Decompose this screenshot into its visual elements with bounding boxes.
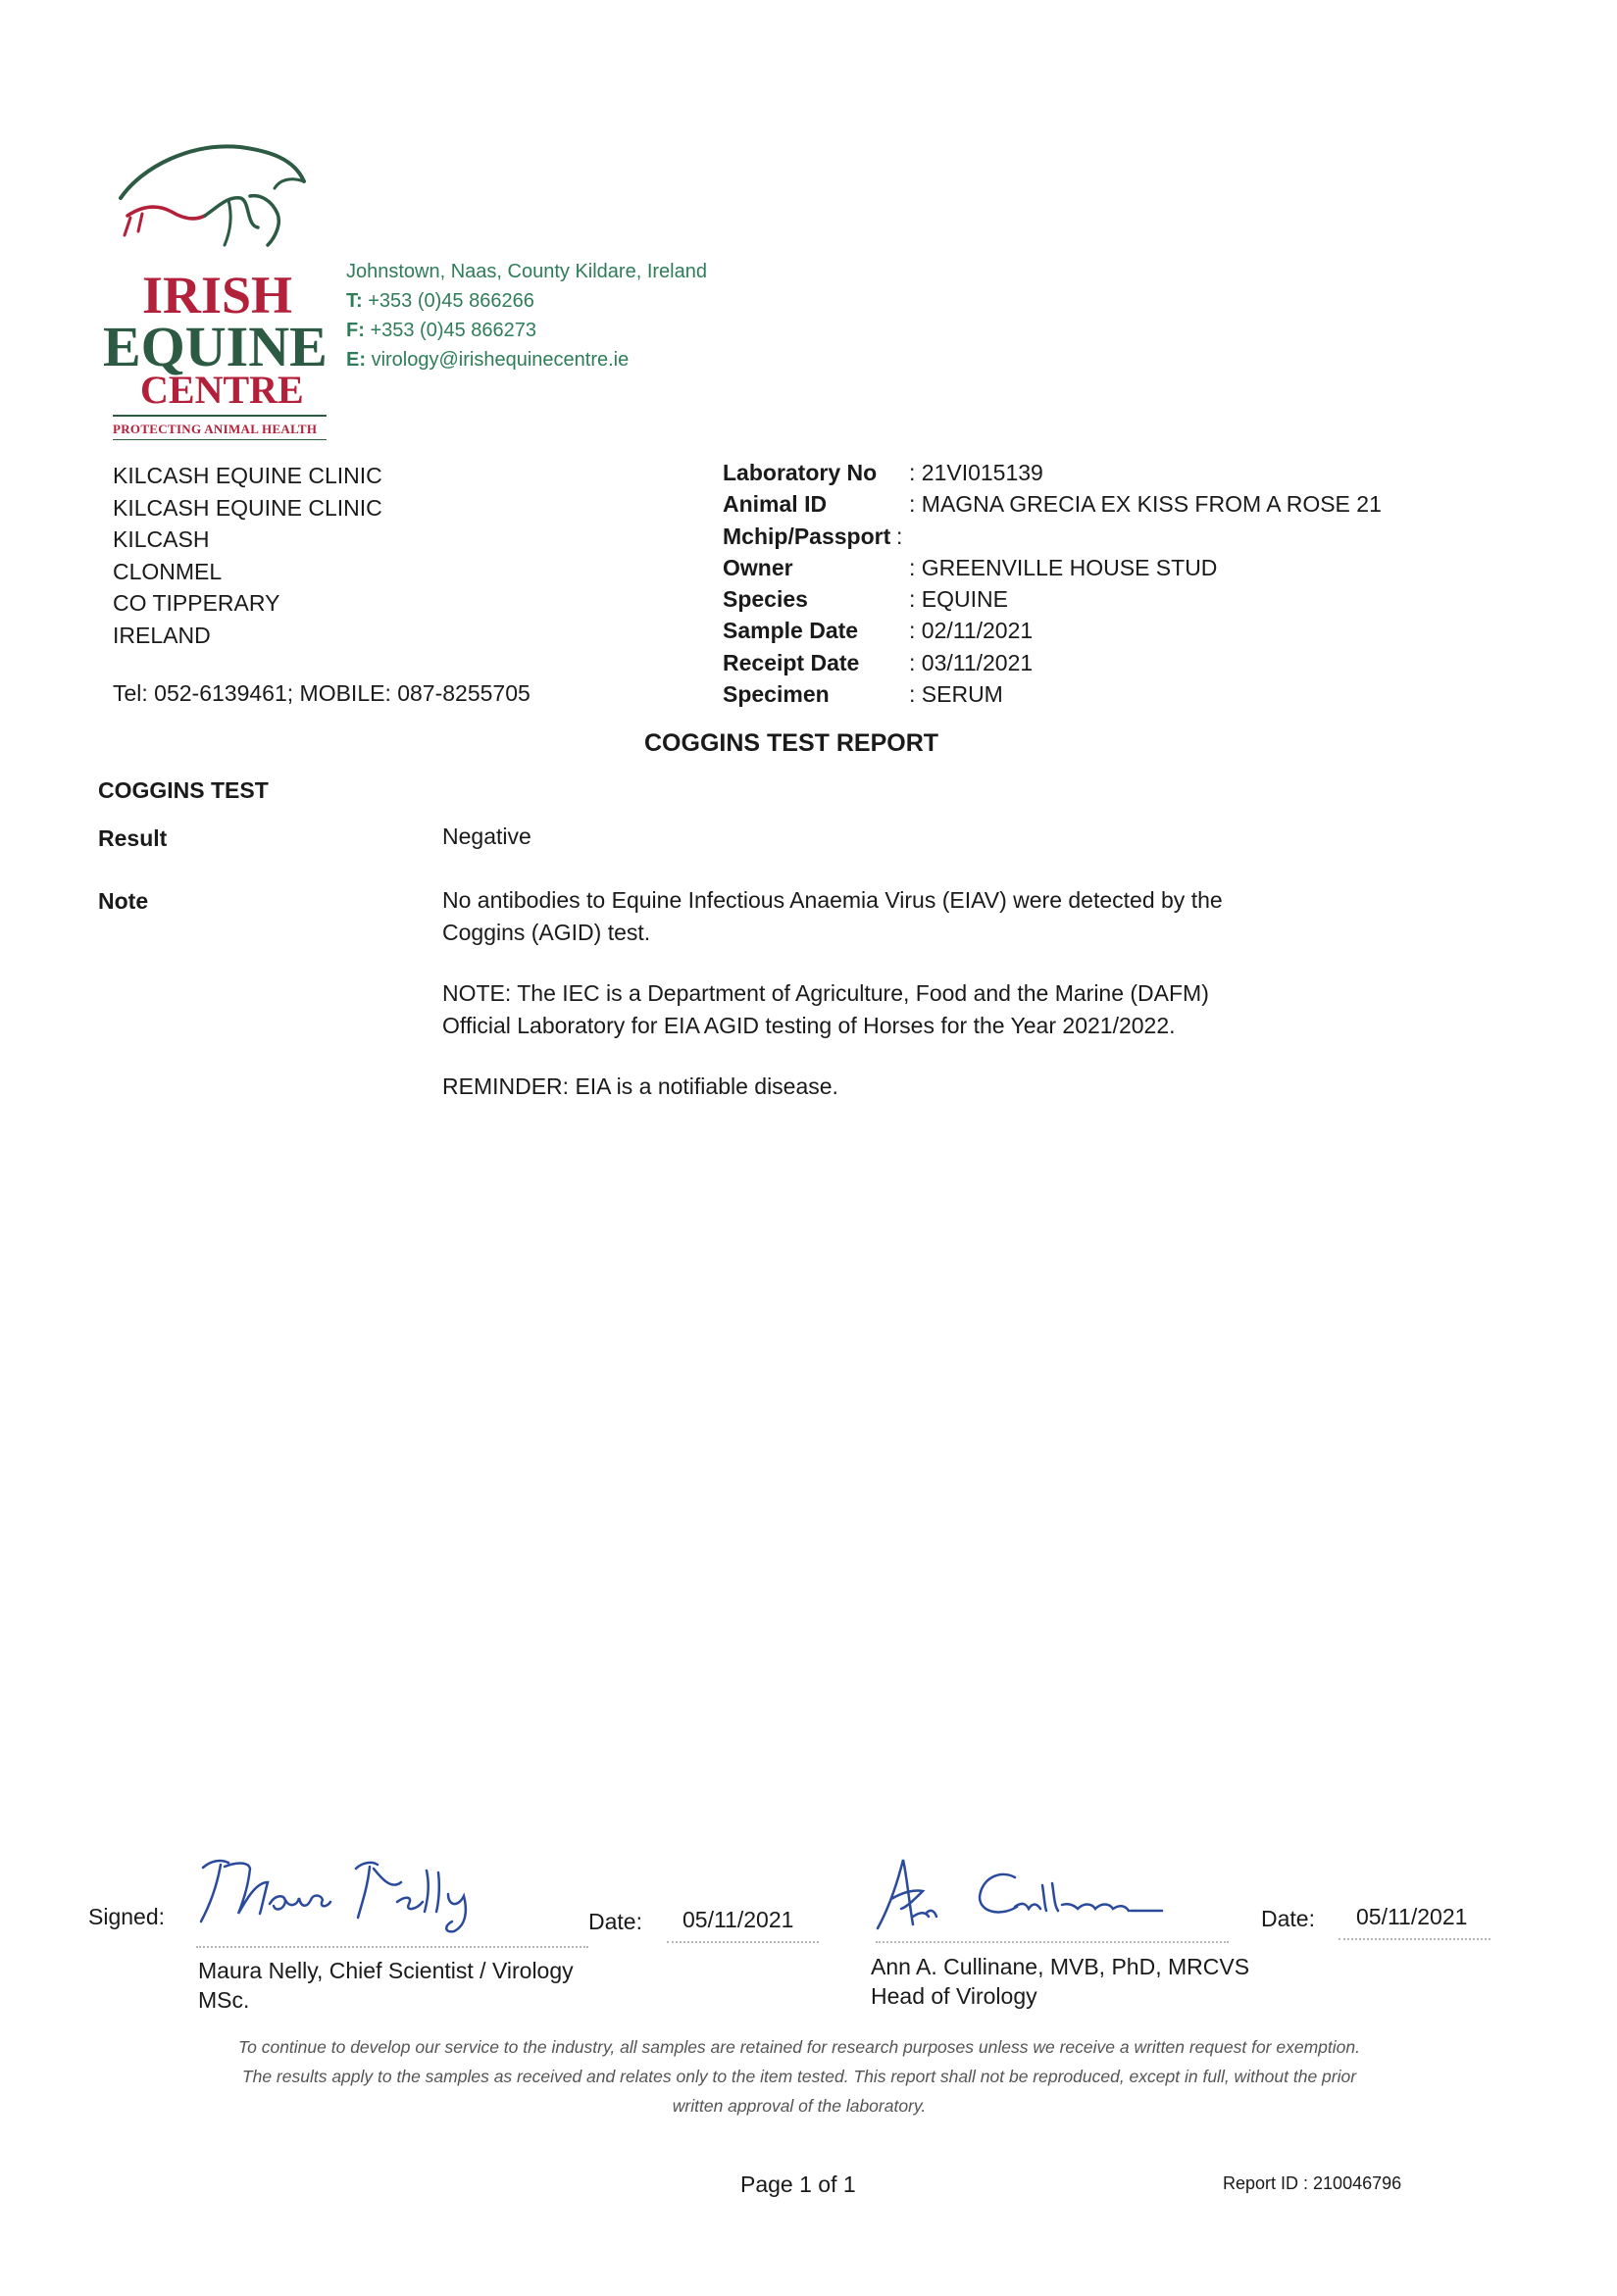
signatory-right bbox=[871, 1952, 1249, 2011]
address-line: KILCASH bbox=[113, 526, 210, 552]
info-value: : SERUM bbox=[909, 681, 1003, 708]
info-label: Laboratory No bbox=[723, 460, 878, 485]
disclaimer bbox=[167, 2032, 1432, 2121]
info-label: Species bbox=[723, 586, 808, 613]
contact-phone-row bbox=[346, 286, 707, 316]
info-value: : bbox=[896, 523, 903, 549]
signature-ann-cullinane bbox=[868, 1848, 1182, 1941]
info-label: Sample Date bbox=[723, 618, 859, 644]
address-line: KILCASH EQUINE CLINIC bbox=[113, 494, 382, 521]
email-label: E: bbox=[346, 349, 366, 371]
contact-address: Johnstown, Naas, County Kildare, Ireland bbox=[346, 261, 707, 282]
horse-logo-icon bbox=[103, 137, 328, 265]
signatory-right-title: Head of Virology bbox=[871, 1983, 1037, 2009]
info-label: Receipt Date bbox=[723, 649, 860, 675]
info-value: : 03/11/2021 bbox=[909, 649, 1034, 675]
contact-block bbox=[346, 257, 707, 374]
irish-equine-centre-logo bbox=[103, 137, 328, 436]
recipient-telephone: Tel: 052-6139461; MOBILE: 087-8255705 bbox=[113, 680, 531, 706]
logo-tagline: PROTECTING ANIMAL HEALTH bbox=[113, 422, 318, 436]
signed-label: Signed: bbox=[88, 1904, 166, 1929]
info-label: Animal ID bbox=[723, 491, 828, 518]
recipient-address bbox=[113, 460, 382, 651]
info-label: Mchip/Passport bbox=[723, 523, 891, 549]
signatory-right-name: Ann A. Cullinane, MVB, PhD, MRCVS bbox=[871, 1954, 1250, 1979]
address-line: CO TIPPERARY bbox=[113, 590, 280, 616]
address-line: KILCASH EQUINE CLINIC bbox=[113, 463, 382, 488]
info-value: : 02/11/2021 bbox=[909, 618, 1034, 644]
info-label: Specimen bbox=[723, 681, 830, 708]
contact-fax-row bbox=[346, 316, 707, 345]
note-paragraph: REMINDER: EIA is a notifiable disease. bbox=[442, 1073, 838, 1099]
date-line-left bbox=[667, 1941, 819, 1943]
logo-divider-bottom bbox=[113, 439, 327, 440]
result-value: Negative bbox=[442, 824, 531, 849]
date-label-right: Date: bbox=[1261, 1906, 1315, 1931]
phone-label: T: bbox=[346, 290, 363, 312]
info-label: Owner bbox=[723, 554, 793, 580]
fax-label: F: bbox=[346, 320, 365, 341]
signature-line-right bbox=[876, 1941, 1229, 1943]
note-body bbox=[442, 884, 1246, 1131]
logo-word-equine: EQUINE bbox=[103, 315, 328, 378]
test-section-title: COGGINS TEST bbox=[98, 777, 269, 803]
logo-divider bbox=[113, 415, 327, 417]
logo-word-irish: IRISH bbox=[142, 266, 293, 324]
note-label: Note bbox=[98, 888, 149, 914]
fax-number: +353 (0)45 866273 bbox=[370, 320, 537, 341]
phone-number: +353 (0)45 866266 bbox=[368, 290, 534, 312]
page-number: Page 1 of 1 bbox=[740, 2171, 856, 2197]
contact-email-row bbox=[346, 345, 707, 374]
info-value: : 21VI015139 bbox=[909, 460, 1043, 485]
signatory-left-name: Maura Nelly, Chief Scientist / Virology bbox=[198, 1958, 574, 1983]
disclaimer-line: written approval of the laboratory. bbox=[672, 2096, 927, 2116]
email-address[interactable]: virology@irishequinecentre.ie bbox=[371, 349, 630, 371]
disclaimer-line: To continue to develop our service to the industry, all samples are retained for research purposes unless we receive a written request for exemption. bbox=[238, 2037, 1360, 2057]
info-value: : GREENVILLE HOUSE STUD bbox=[909, 554, 1218, 580]
signatory-left-qualification: MSc. bbox=[198, 1987, 250, 2013]
signature-line-left bbox=[196, 1946, 588, 1948]
note-paragraph: NOTE: The IEC is a Department of Agriculture, Food and the Marine (DAFM) Official Laboratory for EIA AGID testing of Horses for the Year 2021/2022. bbox=[442, 980, 1209, 1038]
address-line: CLONMEL bbox=[113, 558, 223, 584]
date-label-left: Date: bbox=[588, 1909, 642, 1934]
disclaimer-line: The results apply to the samples as received and relates only to the item tested. This report shall not be reproduced, except in full, without the prior bbox=[241, 2067, 1357, 2086]
date-line-right bbox=[1339, 1938, 1491, 1940]
result-label: Result bbox=[98, 825, 168, 851]
date-value-left: 05/11/2021 bbox=[682, 1907, 794, 1932]
logo-word-centre: CENTRE bbox=[140, 368, 304, 412]
date-value-right: 05/11/2021 bbox=[1356, 1904, 1468, 1929]
info-value: : EQUINE bbox=[909, 586, 1008, 613]
signatory-left bbox=[198, 1956, 574, 2015]
note-paragraph: No antibodies to Equine Infectious Anaemia Virus (EIAV) were detected by the Coggins (AGID) test. bbox=[442, 887, 1223, 945]
report-id: Report ID : 210046796 bbox=[1223, 2173, 1402, 2193]
address-line: IRELAND bbox=[113, 622, 211, 648]
report-title: COGGINS TEST REPORT bbox=[644, 729, 939, 757]
signature-maura-nelly bbox=[191, 1843, 515, 1936]
info-value: : MAGNA GRECIA EX KISS FROM A ROSE 21 bbox=[909, 491, 1382, 518]
